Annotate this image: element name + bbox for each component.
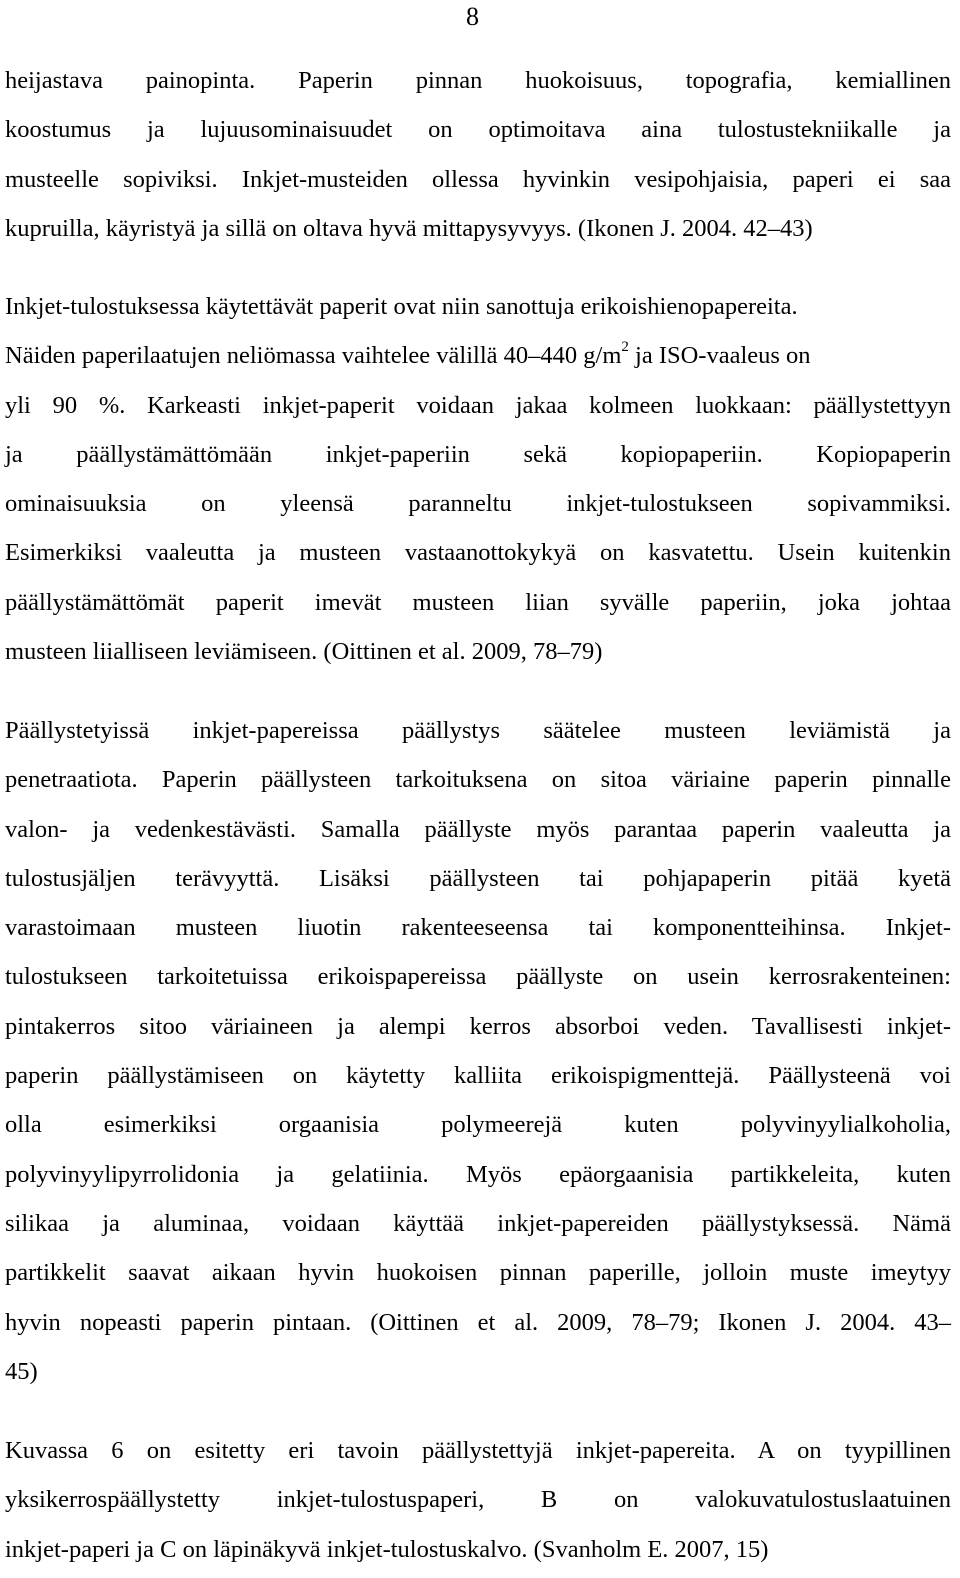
text-line: kupruilla, käyristyä ja sillä on oltava hyvä mittapysyvyys. (Ikonen J. 2004. 42–43) xyxy=(5,214,813,242)
text-line: 45) xyxy=(5,1357,38,1385)
text-line: pintakerros sitoo väriaineen ja alempi kerros absorboi veden. Tavallisesti inkjet- xyxy=(5,1012,951,1040)
text-line: yksikerrospäällystetty inkjet-tulostuspaperi, B on valokuvatulostuslaatuinen xyxy=(5,1486,951,1514)
text-line: Kuvassa 6 on esitetty eri tavoin päällystettyjä inkjet-papereita. A on tyypillinen xyxy=(5,1437,951,1464)
text-line: tulostusjäljen terävyyttä. Lisäksi päällysteen tai pohjapaperin pitää kyetä xyxy=(5,864,951,892)
text-line: paperin päällystämiseen on käytetty kalliita erikoispigmenttejä. Päällysteenä voi xyxy=(5,1062,951,1090)
paragraph-3 xyxy=(5,706,951,1396)
text-line: varastoimaan musteen liuotin rakenteeseensa tai komponentteihinsa. Inkjet- xyxy=(5,914,951,942)
text-line: päällystämättömät paperit imevät musteen liian syvälle paperiin, joka johtaa xyxy=(5,588,951,616)
text-line: partikkelit saavat aikaan hyvin huokoisen pinnan paperille, jolloin muste imeytyy xyxy=(5,1259,951,1287)
text-line: tulostukseen tarkoitetuissa erikoispapereissa päällyste on usein kerrosrakenteinen: xyxy=(5,963,951,991)
text-line: valon- ja vedenkestävästi. Samalla päällyste myös parantaa paperin vaaleutta ja xyxy=(5,815,951,843)
text-segment: ja ISO-vaaleus on xyxy=(628,342,811,370)
text-line: ja päällystämättömään inkjet-paperiin sekä kopiopaperiin. Kopiopaperin xyxy=(5,440,951,468)
text-line: yli 90 %. Karkeasti inkjet-paperit voidaan jakaa kolmeen luokkaan: päällystettyyn xyxy=(5,391,951,419)
paragraph-1 xyxy=(5,56,951,253)
page-number: 8 xyxy=(466,2,479,31)
text-line-with-superscript xyxy=(5,331,951,380)
text-line: silikaa ja aluminaa, voidaan käyttää inkjet-papereiden päällystyksessä. Nämä xyxy=(5,1209,951,1237)
text-line: polyvinyylipyrrolidonia ja gelatiinia. Myös epäorgaanisia partikkeleita, kuten xyxy=(5,1160,951,1188)
text-line: hyvin nopeasti paperin pintaan. (Oittinen et al. 2009, 78–79; Ikonen J. 2004. 43– xyxy=(5,1308,951,1336)
text-line: olla esimerkiksi orgaanisia polymeerejä kuten polyvinyylialkoholia, xyxy=(5,1111,951,1139)
text-line: musteelle sopiviksi. Inkjet-musteiden ollessa hyvinkin vesipohjaisia, paperi ei saa xyxy=(5,165,951,193)
text-segment: Näiden paperilaatujen neliömassa vaihtelee välillä 40–440 g/m xyxy=(5,342,622,370)
paragraph-2 xyxy=(5,282,951,676)
text-line: Inkjet-tulostuksessa käytettävät paperit ovat niin sanottuja erikoishienopapereita. xyxy=(5,293,798,320)
text-line: musteen liialliseen leviämiseen. (Oittinen et al. 2009, 78–79) xyxy=(5,638,603,666)
text-line: Päällystetyissä inkjet-papereissa päällystys säätelee musteen leviämistä ja xyxy=(5,717,951,744)
paragraph-4 xyxy=(5,1426,951,1574)
text-line: koostumus ja lujuusominaisuudet on optimoitava aina tulostustekniikalle ja xyxy=(5,116,951,144)
superscript: 2 xyxy=(621,339,629,356)
text-line: penetraatiota. Paperin päällysteen tarkoituksena on sitoa väriaine paperin pinnalle xyxy=(5,766,951,794)
text-line: ominaisuuksia on yleensä paranneltu inkjet-tulostukseen sopivammiksi. xyxy=(5,490,951,518)
text-line: Esimerkiksi vaaleutta ja musteen vastaanottokykyä on kasvatettu. Usein kuitenkin xyxy=(5,539,951,567)
text-line: inkjet-paperi ja C on läpinäkyvä inkjet-tulostuskalvo. (Svanholm E. 2007, 15) xyxy=(5,1535,769,1563)
text-line: heijastava painopinta. Paperin pinnan huokoisuus, topografia, kemiallinen xyxy=(5,67,951,94)
